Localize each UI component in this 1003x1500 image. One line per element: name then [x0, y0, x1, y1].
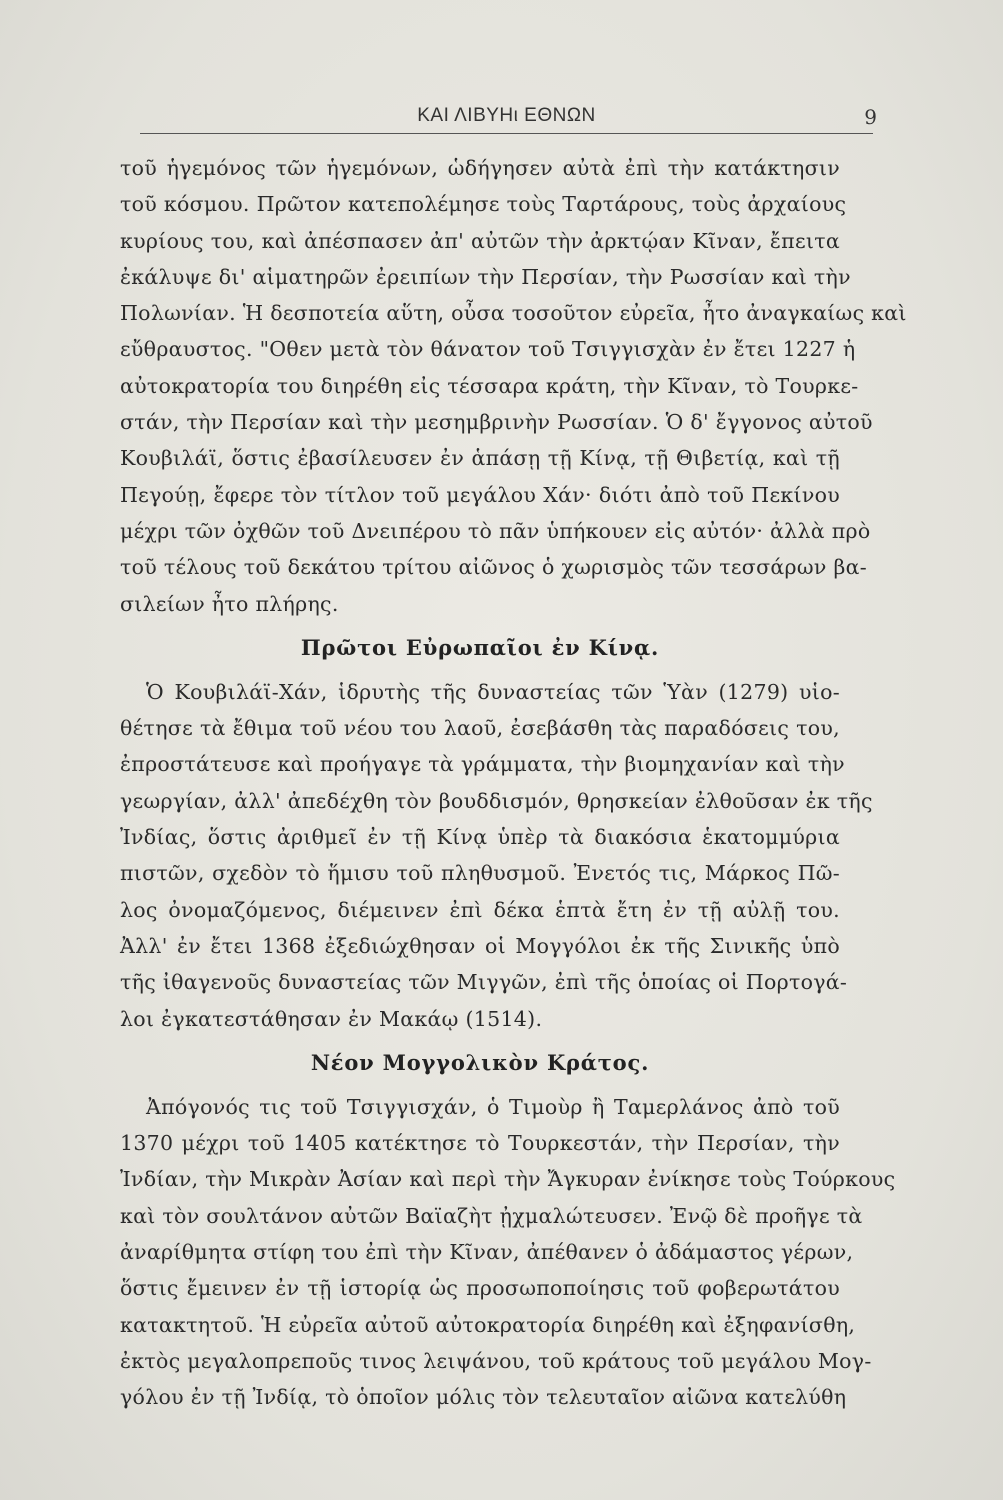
text-line: ἐκτὸς μεγαλοπρεποῦς τινος λειψάνου, τοῦ κράτους τοῦ μεγάλου Μογ- [120, 1348, 872, 1373]
section-heading-new-mongol-state: Νέον Μογγολικὸν Κράτος. [310, 1049, 650, 1075]
text-line: τοῦ κόσμου. Πρῶτον κατεπολέμησε τοὺς Ταρτάρους, τοὺς ἀρχαίους [120, 192, 847, 217]
text-line: τῆς ἰθαγενοῦς δυναστείας τῶν Μιγγῶν, ἐπὶ τῆς ὁποίας οἱ Πορτογά- [120, 970, 848, 995]
section-heading-first-europeans: Πρῶτοι Εὐρωπαῖοι ἐν Κίνᾳ. [300, 634, 660, 660]
text-line: καὶ τὸν σουλτάνον αὐτῶν Βαϊαζὴτ ᾐχμαλώτευσεν. Ἐνῷ δὲ προῆγε τὰ [120, 1203, 863, 1228]
text-line: σιλείων ἦτο πλήρης. [120, 591, 339, 616]
text-line: Ἰνδίας, ὅστις ἀριθμεῖ ἐν τῇ Κίνᾳ ὑπὲρ τὰ διακόσια ἑκατομμύρια [120, 825, 840, 850]
text-line: Ἰνδίαν, τὴν Μικρὰν Ἀσίαν καὶ περὶ τὴν Ἄγκυραν ἐνίκησε τοὺς Τούρκους [120, 1167, 896, 1192]
paragraph-2 [120, 674, 873, 1037]
text-line: Πεγούῃ, ἔφερε τὸν τίτλον τοῦ μεγάλου Χάν· διότι ἀπὸ τοῦ Πεκίνου [120, 482, 840, 507]
text-line: Ἀλλ' ἐν ἔτει 1368 ἐξεδιώχθησαν οἱ Μογγόλοι ἐκ τῆς Σινικῆς ὑπὸ [120, 933, 840, 958]
text-line: ἐπροστάτευσε καὶ προήγαγε τὰ γράμματα, τὴν βιομηχανίαν καὶ τὴν [120, 752, 845, 777]
text-line: Ὁ Κουβιλάϊ-Χάν, ἱδρυτὴς τῆς δυναστείας τῶν Ὑὰν (1279) υἱο- [146, 679, 840, 704]
text-line: Πολωνίαν. Ἡ δεσποτεία αὕτη, οὖσα τοσοῦτον εὐρεῖα, ἦτο ἀναγκαίως καὶ [120, 301, 907, 326]
text-line: εὔθραυστος. "Οθεν μετὰ τὸν θάνατον τοῦ Τσιγγισχὰν ἐν ἔτει 1227 ἡ [120, 337, 856, 362]
text-line: στάν, τὴν Περσίαν καὶ τὴν μεσημβρινὴν Ρωσσίαν. Ὁ δ' ἔγγονος αὐτοῦ [120, 410, 873, 435]
text-line: τοῦ ἡγεμόνος τῶν ἡγεμόνων, ὡδήγησεν αὐτὰ ἐπὶ τὴν κατάκτησιν [120, 156, 840, 180]
page-header [140, 103, 877, 134]
text-line: λοι ἐγκατεστάθησαν ἐν Μακάῳ (1514). [120, 1006, 543, 1031]
running-head: ΚΑΙ ΛΙΒΥΗι ΕΘΝΩΝ [417, 105, 596, 126]
text-line: κατακτητοῦ. Ἡ εὐρεῖα αὐτοῦ αὐτοκρατορία διηρέθη καὶ ἐξηφανίσθη, [120, 1312, 856, 1337]
text-line: γόλου ἐν τῇ Ἰνδίᾳ, τὸ ὁποῖον μόλις τὸν τελευταῖον αἰῶνα κατελύθη [120, 1385, 847, 1410]
paragraph-1 [120, 150, 907, 622]
text-line: 1370 μέχρι τοῦ 1405 κατέκτησε τὸ Τουρκεστάν, τὴν Περσίαν, τὴν [120, 1131, 840, 1156]
text-line: θέτησε τὰ ἔθιμα τοῦ νέου του λαοῦ, ἐσεβάσθη τὰς παραδόσεις του, [120, 716, 840, 741]
text-line: Ἀπόγονός τις τοῦ Τσιγγισχάν, ὁ Τιμοὺρ ἢ Ταμερλάνος ἀπὸ τοῦ [146, 1094, 840, 1119]
text-line: ἀναρίθμητα στίφη του ἐπὶ τὴν Κῖναν, ἀπέθανεν ὁ ἀδάμαστος γέρων, [120, 1240, 854, 1265]
page-number: 9 [864, 105, 877, 129]
text-line: τοῦ τέλους τοῦ δεκάτου τρίτου αἰῶνος ὁ χωρισμὸς τῶν τεσσάρων βα- [120, 555, 867, 580]
text-line: ἐκάλυψε δι' αἱματηρῶν ἐρειπίων τὴν Περσίαν, τὴν Ρωσσίαν καὶ τὴν [120, 264, 851, 289]
text-line: αὐτοκρατορία του διηρέθη εἰς τέσσαρα κράτη, τὴν Κῖναν, τὸ Τουρκε- [120, 373, 859, 398]
text-line: πιστῶν, σχεδὸν τὸ ἥμισυ τοῦ πληθυσμοῦ. Ἐνετός τις, Μάρκος Πῶ- [120, 861, 840, 886]
text-line: μέχρι τῶν ὀχθῶν τοῦ Δνειπέρου τὸ πᾶν ὑπήκουεν εἰς αὐτόν· ἀλλὰ πρὸ [120, 518, 871, 543]
text-line: λος ὀνομαζόμενος, διέμεινεν ἐπὶ δέκα ἑπτὰ ἔτη ἐν τῇ αὐλῇ του. [120, 897, 840, 922]
paragraph-3 [120, 1089, 896, 1416]
text-line: Κουβιλάϊ, ὅστις ἐβασίλευσεν ἐν ἁπάσῃ τῇ Κίνᾳ, τῇ Θιβετίᾳ, καὶ τῇ [120, 446, 840, 471]
text-line: κυρίους του, καὶ ἀπέσπασεν ἀπ' αὐτῶν τὴν ἀρκτῴαν Κῖναν, ἔπειτα [120, 228, 840, 253]
text-line: γεωργίαν, ἀλλ' ἀπεδέχθη τὸν βουδδισμόν, θρησκείαν ἐλθοῦσαν ἐκ τῆς [120, 788, 873, 813]
text-line: ὅστις ἔμεινεν ἐν τῇ ἱστορίᾳ ὡς προσωποποίησις τοῦ φοβερωτάτου [120, 1276, 840, 1301]
body-text [120, 150, 907, 1416]
